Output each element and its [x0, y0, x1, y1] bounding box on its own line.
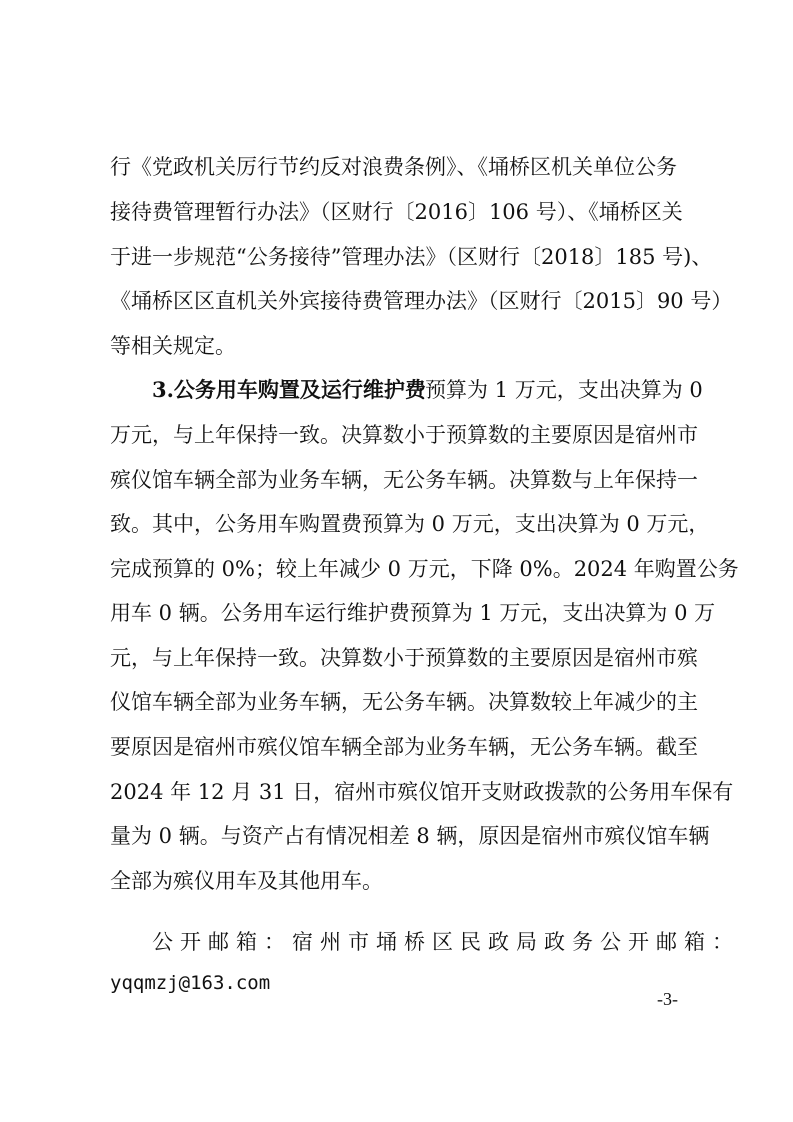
paragraph-1-line-4: 《埇桥区区直机关外宾接待费管理办法》（区财行〔2015〕90 号） — [110, 289, 733, 313]
paragraph-2-line-2: 万元，与上年保持一致。决算数小于预算数的主要原因是宿州市 — [110, 423, 698, 447]
paragraph-1-line-5: 等相关规定。 — [110, 334, 236, 358]
section-heading: 3.公务用车购置及运行维护费 — [152, 377, 426, 402]
paragraph-2-line-3: 殡仪馆车辆全部为业务车辆，无公务车辆。决算数与上年保持一 — [110, 468, 698, 492]
email-label: 公开邮箱：宿州市埇桥区民政局政务公开邮箱： — [152, 930, 740, 954]
paragraph-2-line-11: 量为 0 辆。与资产占有情况相差 8 辆，原因是宿州市殡仪馆车辆 — [110, 824, 710, 848]
page-number: -3- — [657, 989, 678, 1009]
paragraph-1-line-1: 行《党政机关厉行节约反对浪费条例》、《埇桥区机关单位公务 — [110, 155, 677, 179]
paragraph-2-line-4: 致。其中，公务用车购置费预算为 0 万元，支出决算为 0 万元， — [110, 512, 710, 536]
paragraph-2-line-12: 全部为殡仪用车及其他用车。 — [110, 869, 383, 893]
paragraph-1-line-2: 接待费管理暂行办法》（区财行〔2016〕106 号）、《埇桥区关 — [110, 200, 683, 224]
paragraph-2-line-5: 完成预算的 0%；较上年减少 0 万元，下降 0%。2024 年购置公务 — [110, 557, 739, 581]
paragraph-2-line-1: 3.公务用车购置及运行维护费 预算为 1 万元，支出决算为 0 — [152, 377, 703, 402]
email-address: yqqmzj@163.com — [110, 972, 271, 994]
paragraph-1-line-3: 于进一步规范“公务接待”管理办法》（区财行〔2018〕185 号)、 — [110, 245, 713, 269]
paragraph-2-line-9: 要原因是宿州市殡仪馆车辆全部为业务车辆，无公务车辆。截至 — [110, 735, 698, 759]
paragraph-2-line-10: 2024 年 12 月 31 日，宿州市殡仪馆开支财政拨款的公务用车保有 — [110, 780, 734, 804]
paragraph-2-line-7: 元，与上年保持一致。决算数小于预算数的主要原因是宿州市殡 — [110, 646, 698, 670]
paragraph-2-line-8: 仪馆车辆全部为业务车辆，无公务车辆。决算数较上年减少的主 — [110, 690, 698, 714]
paragraph-2-line-6: 用车 0 辆。公务用车运行维护费预算为 1 万元，支出决算为 0 万 — [110, 601, 716, 625]
